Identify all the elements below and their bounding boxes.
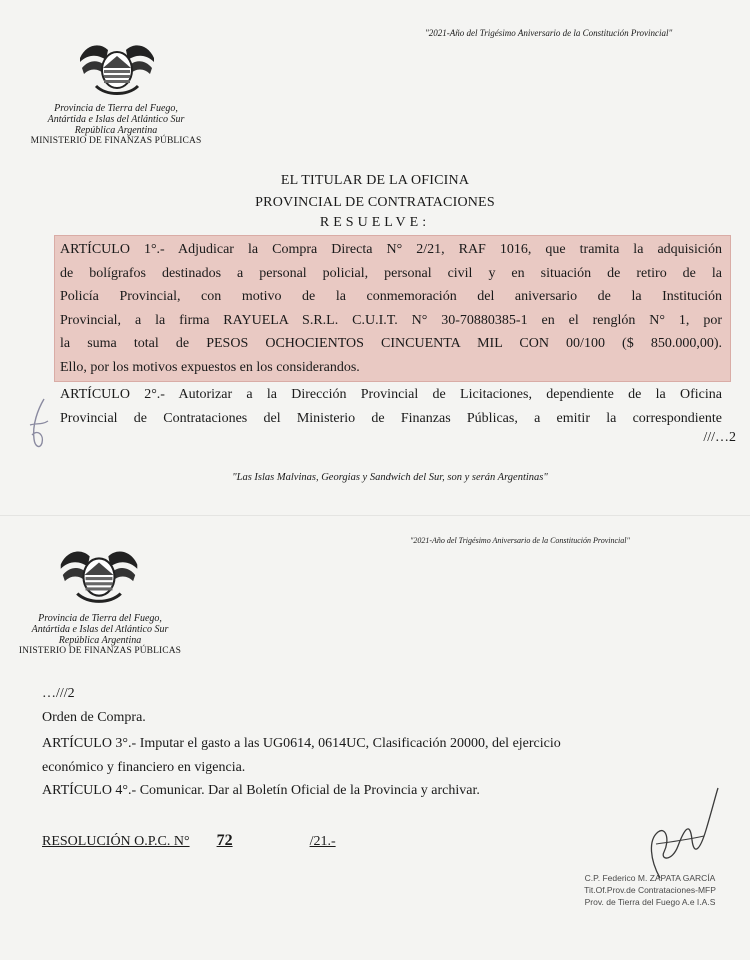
article-1-line: de bolígrafos destinados a personal policial, personal civil y en situación de retiro de la	[60, 265, 722, 281]
gov-line: Antártida e Islas del Atlántico Sur	[47, 114, 185, 125]
gov-line: República Argentina	[58, 635, 142, 646]
article-1-line: la suma total de PESOS OCHOCIENTOS CINCUENTA MIL CON 00/100 ($ 850.000,00).	[60, 336, 722, 351]
page-reference: ///…2	[703, 430, 736, 445]
gov-line: Provincia de Tierra del Fuego,	[54, 103, 178, 114]
gov-line: Antártida e Islas del Atlántico Sur	[31, 624, 169, 635]
signature-line: Tit.Of.Prov.de Contrataciones-MFP	[584, 885, 716, 895]
gov-heading-2	[0, 613, 200, 657]
resolution-number: 72	[216, 832, 233, 849]
article-1-line: Provincial, a la firma RAYUELA S.R.L. C.U.I.T. N° 30-70880385-1 en el renglón N° 1, por	[60, 312, 722, 328]
article-1	[60, 238, 722, 379]
gov-line: Provincia de Tierra del Fuego,	[38, 613, 162, 624]
gov-heading	[16, 103, 216, 147]
provincial-coat-of-arms-icon	[56, 546, 142, 606]
article-1-line: Ello, por los motivos expuestos en los considerandos.	[60, 359, 360, 375]
article-2-line: Provincial de Contrataciones del Ministerio de Finanzas Públicas, a emitir la correspondiente	[60, 410, 722, 426]
gov-line: República Argentina	[74, 125, 158, 136]
article-2	[60, 383, 722, 430]
continuation-ref: …///2	[42, 686, 75, 701]
resolution-suffix: /21.-	[309, 834, 336, 849]
article-2-line: ARTÍCULO 2°.- Autorizar a la Dirección Provincial de Licitaciones, dependiente de la Oficina	[60, 387, 722, 402]
resolution-number-line	[42, 832, 336, 850]
article-1-line: ARTÍCULO 1°.- Adjudicar la Compra Directa N° 2/21, RAF 1016, que tramita la adquisición	[60, 242, 722, 257]
ministry-name: INISTERIO DE FINANZAS PÚBLICAS	[18, 646, 182, 656]
resuelve-heading: RESUELVE:	[319, 215, 431, 230]
header-motto-2: "2021-Año del Trigésimo Aniversario de la Constitución Provincial"	[410, 536, 630, 545]
article-4: ARTÍCULO 4°.- Comunicar. Dar al Boletín Oficial de la Provincia y archivar.	[42, 783, 480, 798]
title-line-2: PROVINCIAL DE CONTRATACIONES	[255, 195, 495, 210]
margin-initials-signature	[24, 395, 54, 455]
signature-block	[560, 872, 740, 908]
signature-line: C.P. Federico M. ZAPATA GARCÍA	[584, 873, 716, 883]
page-divider	[0, 515, 750, 516]
footer-motto: "Las Islas Malvinas, Georgias y Sandwich del Sur, son y serán Argentinas"	[232, 472, 548, 483]
ministry-name: MINISTERIO DE FINANZAS PÚBLICAS	[30, 136, 202, 146]
article-3-line: ARTÍCULO 3°.- Imputar el gasto a las UG0614, 0614UC, Clasificación 20000, del ejercicio	[42, 736, 561, 751]
article-3-line: económico y financiero en vigencia.	[42, 760, 246, 775]
order-line: Orden de Compra.	[42, 710, 146, 725]
resolution-label: RESOLUCIÓN O.P.C. N°	[42, 834, 190, 849]
article-1-line: Policía Provincial, con motivo de la conmemoración del aniversario de la Institución	[60, 289, 722, 304]
header-motto: "2021-Año del Trigésimo Aniversario de la Constitución Provincial"	[425, 28, 673, 38]
provincial-coat-of-arms-icon	[76, 40, 158, 98]
signature-line: Prov. de Tierra del Fuego A.e I.A.S	[584, 897, 716, 907]
title-line-1: EL TITULAR DE LA OFICINA	[280, 173, 470, 188]
